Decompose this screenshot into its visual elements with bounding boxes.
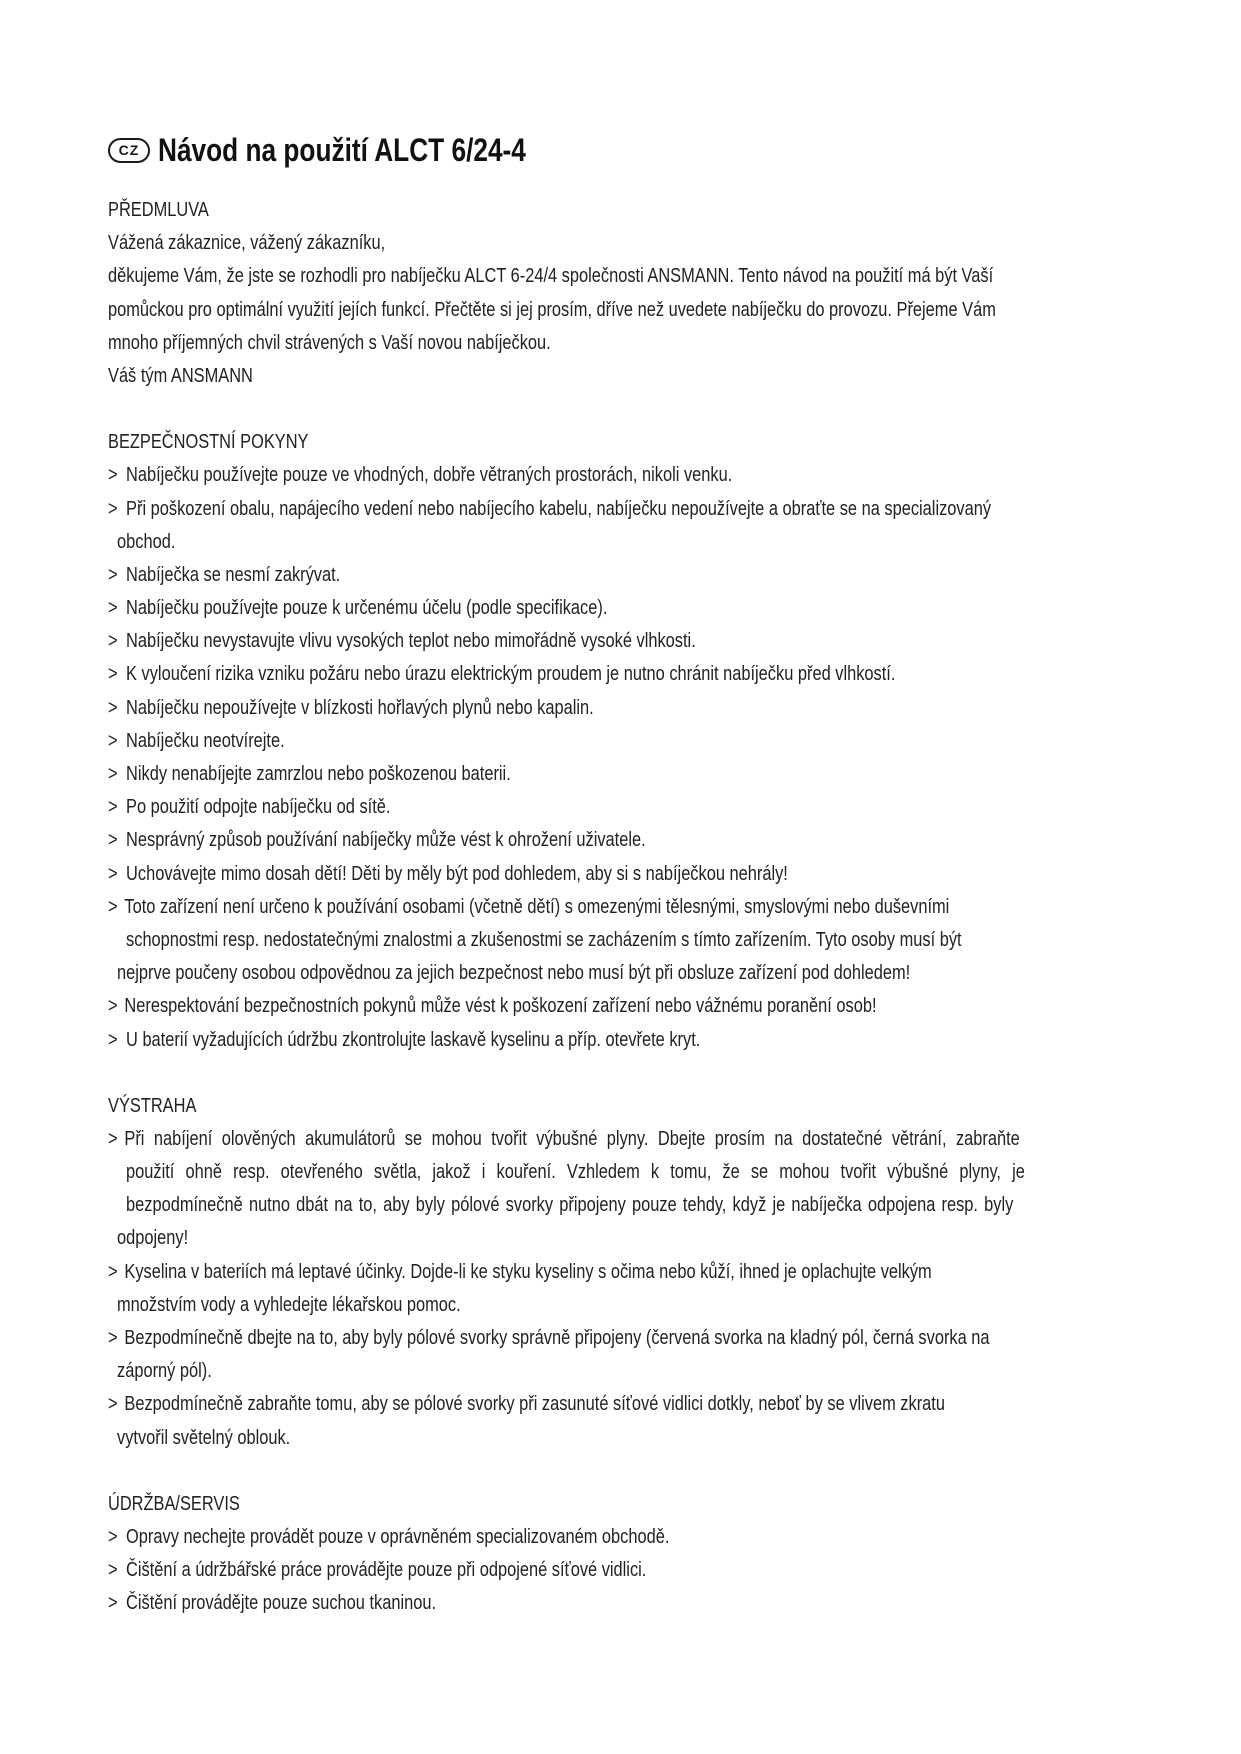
preface-line: pomůckou pro optimální využití jejích funkcí. Přečtěte si jej prosím, dříve než uvedete nabíječku do provozu. Přejeme Vám [108, 298, 996, 321]
list-item: > Nabíječku nepoužívejte v blízkosti hořlavých plynů nebo kapalin. [108, 692, 953, 725]
bullet-marker: > [108, 862, 118, 885]
list-item-continuation: bezpodmínečně nutno dbát na to, aby byly pólové svorky připojeny pouze tehdy, když je nabíječka odpojena resp. byly [126, 1194, 1014, 1217]
list-item: > Nerespektování bezpečnostních pokynů může vést k poškození zařízení nebo vážnému poranění osob! [108, 990, 953, 1023]
bullet-marker: > [108, 1559, 118, 1582]
list-item: > Při nabíjení olověných akumulátorů se mohou tvořit výbušné plyny. Dbejte prosím na dostatečné větrání, zabraňte [108, 1123, 953, 1156]
bullet-marker: > [108, 763, 118, 785]
list-item: > Nabíječku používejte pouze k určenému účelu (podle specifikace). [108, 592, 953, 625]
warning-heading: VÝSTRAHA [108, 1094, 197, 1117]
list-item: > Kyselina v bateriích má leptavé účinky. Dojde-li ke styku kyseliny s očima nebo kůží, ihned je oplachujte velkým [108, 1256, 953, 1289]
safety-section [108, 426, 1138, 1057]
list-item-continuation: vytvořil světelný oblouk. [117, 1426, 291, 1449]
country-badge: CZ [108, 138, 150, 163]
bullet-marker: > [108, 1327, 118, 1349]
bullet-marker: > [108, 995, 118, 1018]
bullet-marker: > [108, 464, 118, 487]
bullet-marker: > [108, 630, 118, 653]
bullet-marker: > [108, 1260, 118, 1283]
list-item-continuation: nejprve poučeny osobou odpovědnou za jejich bezpečnost nebo musí být při obsluze zařízení pod dohledem! [117, 962, 911, 985]
manual-page [108, 126, 1138, 1621]
list-item: > Toto zařízení není určeno k používání osobami (včetně dětí) s omezenými tělesnými, smyslovými nebo duševními [108, 891, 953, 924]
list-item: > Nabíječku používejte pouze ve vhodných, dobře větraných prostorách, nikoli venku. [108, 459, 953, 492]
preface-line: mnoho příjemných chvil strávených s Vaší novou nabíječkou. [108, 331, 551, 354]
bullet-marker: > [108, 829, 118, 852]
bullet-marker: > [108, 729, 118, 752]
bullet-marker: > [108, 796, 118, 819]
preface-line: Váš tým ANSMANN [108, 364, 253, 387]
list-item-continuation: použití ohně resp. otevřeného světla, jakož i kouření. Vzhledem k tomu, že se mohou tvořit výbušné plyny, je [126, 1161, 1025, 1184]
list-item-continuation: odpojeny! [117, 1227, 189, 1250]
list-item: > Bezpodmínečně zabraňte tomu, aby se pólové svorky při zasunuté síťové vidlici dotkly, neboť by se vlivem zkratu [108, 1388, 953, 1421]
bullet-marker: > [108, 1127, 118, 1150]
list-item: > Uchovávejte mimo dosah dětí! Děti by měly být pod dohledem, aby si s nabíječkou nehrály! [108, 858, 953, 891]
list-item-continuation: schopnostmi resp. nedostatečnými znalostmi a zkušenostmi se zacházením s tímto zařízením. Tyto osoby musí být [126, 928, 962, 951]
bullet-marker: > [108, 597, 118, 620]
preface-heading: PŘEDMLUVA [108, 199, 209, 221]
bullet-marker: > [108, 895, 118, 918]
list-item: > K vyloučení rizika vzniku požáru nebo úrazu elektrickým proudem je nutno chránit nabíječku před vlhkostí. [108, 658, 953, 691]
list-item-continuation: obchod. [117, 530, 176, 553]
list-item: > U baterií vyžadujících údržbu zkontrolujte laskavě kyselinu a příp. otevřete kryt. [108, 1024, 953, 1057]
maintenance-section [108, 1488, 1138, 1621]
list-item: > Při poškození obalu, napájecího vedení nebo nabíjecího kabelu, nabíječku nepoužívejte a obraťte se na specializovaný [108, 493, 953, 526]
warning-section [108, 1090, 1138, 1455]
list-item: > Nesprávný způsob používání nabíječky může vést k ohrožení uživatele. [108, 824, 953, 857]
bullet-marker: > [108, 497, 118, 520]
page-title: Návod na použití ALCT 6/24-4 [158, 131, 526, 168]
bullet-marker: > [108, 1028, 118, 1051]
list-item: > Nabíječku neotvírejte. [108, 725, 953, 758]
bullet-marker: > [108, 663, 118, 686]
bullet-marker: > [108, 1525, 118, 1548]
preface-line: Vážená zákaznice, vážený zákazníku, [108, 232, 386, 255]
title-row [108, 126, 1138, 174]
list-item: > Opravy nechejte provádět pouze v oprávněném specializovaném obchodě. [108, 1521, 953, 1554]
list-item: > Čištění provádějte pouze suchou tkaninou. [108, 1587, 953, 1620]
bullet-marker: > [108, 1393, 118, 1416]
bullet-marker: > [108, 1592, 118, 1615]
preface-section [108, 194, 1138, 393]
list-item: > Po použití odpojte nabíječku od sítě. [108, 791, 953, 824]
list-item: > Bezpodmínečně dbejte na to, aby byly pólové svorky správně připojeny (červená svorka na kladný pól, černá svorka na [108, 1322, 953, 1355]
list-item: > Nikdy nenabíjejte zamrzlou nebo poškozenou baterii. [108, 758, 953, 791]
list-item-continuation: záporný pól). [117, 1360, 212, 1383]
list-item-continuation: množstvím vody a vyhledejte lékařskou pomoc. [117, 1293, 461, 1316]
safety-heading: BEZPEČNOSTNÍ POKYNY [108, 431, 309, 454]
list-item: > Čištění a údržbářské práce provádějte pouze při odpojené síťové vidlici. [108, 1554, 953, 1587]
list-item: > Nabíječku nevystavujte vlivu vysokých teplot nebo mimořádně vysoké vlhkosti. [108, 625, 953, 658]
preface-line: děkujeme Vám, že jste se rozhodli pro nabíječku ALCT 6-24/4 společnosti ANSMANN. Tento návod na použití má být Vaší [108, 265, 994, 288]
bullet-marker: > [108, 696, 118, 719]
bullet-marker: > [108, 563, 118, 586]
list-item: > Nabíječka se nesmí zakrývat. [108, 559, 953, 592]
maintenance-heading: ÚDRŽBA/SERVIS [108, 1492, 240, 1515]
